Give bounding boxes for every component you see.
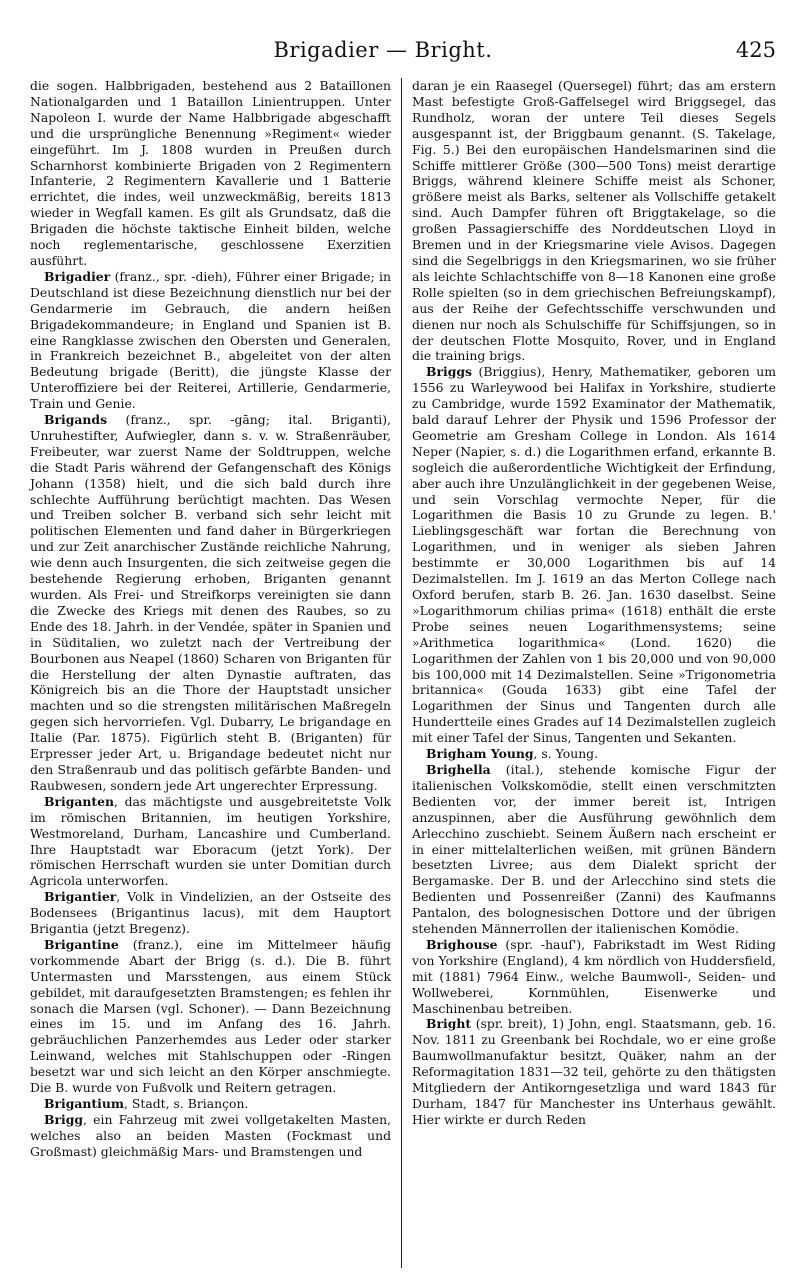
entry-text: (spr. -hauſ'), Fabrikstadt im West Riding von Yorkshire (England), 4 km nördlich von Huddersfield, mit (1881) 7964 Einw., welche Baumwoll-, Seiden- und Wollweberei, Kornmühlen, Eisenwerke und Maschinenbau betreiben. <box>412 936 776 1016</box>
entry-continuation <box>412 78 776 364</box>
entry-text: (franz., spr. -dieh), Führer einer Brigade; in Deutschland ist diese Bezeichnung dienstlich nur bei der Gendarmerie im Gebrauch, die andern heißen Brigadekommandeure; in England und Spanien ist B. eine Rangklasse zwischen den Obersten und Generalen, in Frankreich bezeichnet B., abgeleitet von der alten Bedeutung brigade (Beritt), die jüngste Klasse der Unteroffiziere bei der Reiterei, Artillerie, Gendarmerie, Train und Genie. <box>30 268 391 412</box>
entry-headword: Brigands <box>44 412 108 428</box>
entry-text: (ital.), stehende komische Figur der italienischen Volkskomödie, stellt einen verschmitzten Bedienten vor, der immer bereit ist, Intrigen anzuspinnen, aber die Ausführung gewöhnlich dem Arlecchino zuschiebt. Seinem Äußern nach erscheint er in einer mittelalterlichen weißen, mit grünen Bändern besetzten Livree; aus dem Dialekt spricht der Bergamaske. Der B. und der Arlecchino sind stets die Bedienten und Possenreißer (Zanni) des Kaufmanns Pantalon, des bolognesischen Dottore und der übrigen stehenden Männerrollen der italienischen Komödie. <box>412 761 776 937</box>
entry-continuation <box>30 78 391 269</box>
dictionary-entry <box>30 889 391 937</box>
entry-text: (franz., spr. -gāng; ital. Briganti), Unruhestifter, Aufwiegler, dann s. v. w. Straßenräuber, Freibeuter, war zuerst Name der Soldtruppen, welche die Stadt Paris während der Gefangenschaft des Königs Johann (1358) hielt, und die sich bald durch ihre schlechte Aufführung berüchtigt machten. Das Wesen und Treiben solcher B. verband sich sehr leicht mit politischen Elementen und fand daher in Bürgerkriegen und zur Zeit anarchischer Zustände reichliche Nahrung, wie denn auch Insurgenten, die sich zeitweise gegen die bestehende Regierung erhoben, Briganten genannt wurden. Als Frei- und Streifkorps vereinigten sie dann die Zwecke des Kriegs mit denen des Raubes, so zu Ende des 18. Jahrh. in der Vendée, später in Spanien und in Süditalien, wo zuletzt nach der Vertreibung der Bourbonen aus Neapel (1860) Scharen von Briganten für die Herstellung der alten Dynastie auftraten, das Königreich bis an die Thore der Hauptstadt unsicher machten und so die strengsten militärischen Maßregeln gegen sich hervorriefen. Vgl. Dubarry, Le brigandage en Italie (Par. 1875). Figürlich steht B. (Briganten) für Erpresser jeder Art, u. Brigandage bedeutet nicht nur den Straßenraub und das politisch gefärbte Banden- und Raubwesen, sondern jede Art ungerechter Erpressung. <box>30 412 391 793</box>
entry-headword: Brighella <box>426 761 491 777</box>
entry-headword: Brigantier <box>44 889 117 905</box>
entry-text: (Briggius), Henry, Mathematiker, geboren um 1556 zu Warleywood bei Halifax in Yorkshire, studierte zu Cambridge, wurde 1592 Examinator der Mathematik, bald darauf Lehrer der Physik und 1596 Professor der Geometrie am Gresham College in London. Als 1614 Neper (Napier, s. d.) die Logarithmen erfand, erkannte B. sogleich die außerordentliche Wichtigkeit der Erfindung, aber auch ihre Unzulänglichkeit in der gegebenen Weise, und sein Vorschlag vermochte Neper, für die Logarithmen die Basis 10 zu Grunde zu legen. B.' Lieblingsgeschäft war fortan die Berechnung von Logarithmen, und in weniger als sieben Jahren bestimmte er 30,000 Logarithmen bis auf 14 Dezimalstellen. Im J. 1619 an das Merton College nach Oxford berufen, starb B. 26. Jan. 1630 daselbst. Seine »Logarithmorum chilias prima« (1618) enthält die erste Probe seines neuen Logarithmensystems; seine »Arithmetica logarithmica« (Lond. 1620) die Logarithmen der Zahlen von 1 bis 20,000 und von 90,000 bis 100,000 mit 14 Dezimalstellen. Seine »Trigonometria britannica« (Gouda 1633) gibt eine Tafel der Logarithmen der Sinus und Tangenten durch alle Hundertteile eines Grades auf 14 Dezimalstellen zugleich mit einer Tafel der Sinus, Tangenten und Sekanten. <box>412 364 776 746</box>
entry-headword: Briganten <box>44 793 115 809</box>
entry-headword: Briggs <box>426 364 473 380</box>
entry-text: (franz.), eine im Mittelmeer häufig vorkommende Abart der Brigg (s. d.). Die B. führt Untermasten und Marsstengen, aus einem Stück gebildet, mit daraufgesetzten Bramstengen; es fehlen ihr sonach die Marsen (vgl. Schoner). — Dann Bezeichnung eines im 15. und im Anfang des 16. Jahrh. gebräuchlichen Panzerhemdes aus Leder oder starker Leinwand, welches mit Stahlschuppen oder -Ringen besetzt war und sich leicht an den Körper anschmiegte. Die B. wurde von Fußvolk und Reitern getragen. <box>30 936 391 1096</box>
entry-text: , s. Young. <box>533 746 599 762</box>
column-divider <box>401 78 402 1268</box>
entry-headword: Brigadier <box>44 268 111 284</box>
dictionary-entry <box>412 364 776 746</box>
entry-headword: Bright <box>426 1016 472 1032</box>
entry-text: (spr. breit), 1) John, engl. Staatsmann, geb. 16. Nov. 1811 zu Greenbank bei Rochdale, wo er eine große Baumwollmanufaktur besitzt, Quäker, nahm an der Reformagitation 1831—32 teil, gehörte zu den thätigsten Mitgliedern der Antikorngesetzliga und ward 1843 für Durham, 1847 für Manchester ins Unterhaus gewählt. Hier wirkte er durch Reden <box>412 1016 776 1127</box>
entry-headword: Brigg <box>44 1111 84 1127</box>
entry-text: daran je ein Raasegel (Quersegel) führt; das am erstern Mast befestigte Groß-Gaffelsegel wird Briggsegel, das Rundholz, woran der untere Teil dieses Segels ausgespannt ist, der Briggbaum genannt. (S. Takelage, Fig. 5.) Bei den europäischen Handelsmarinen sind die Schiffe mittlerer Größe (300—500 Tons) meist derartige Briggs, während kleinere Schiffe meist als Schoner, größere meist als Barks, seltener als Vollschiffe getakelt sind. Auch Dampfer führen oft Briggtakelage, so die großen Passagierschiffe des Norddeutschen Lloyd in Bremen und in der Kriegsmarine viele Avisos. Dagegen sind die Segelbriggs in den Kriegsmarinen, wo sie früher als leichte Schlachtschiffe von 8—18 Kanonen eine große Rolle spielten (so in dem griechischen Befreiungskampf), aus der Reihe der Gefechtsschiffe verschwunden und dienen nur noch als Schulschiffe für Schiffsjungen, so in der deutschen Flotte Mosquito, Rover, und in England die training brigs. <box>412 78 776 364</box>
entry-text: , das mächtigste und ausgebreitetste Volk im römischen Britannien, im heutigen Yorkshire, Westmoreland, Durham, Lancashire und Cumberland. Ihre Hauptstadt war Eboracum (jetzt York). Der römischen Herrschaft wurden sie unter Domitian durch Agricola unterworfen. <box>30 793 391 889</box>
entry-headword: Brigham Young <box>426 746 534 762</box>
dictionary-entry <box>412 762 776 937</box>
page-number: 425 <box>735 38 776 62</box>
dictionary-entry <box>30 1112 391 1160</box>
dictionary-entry <box>412 937 776 1017</box>
entry-headword: Brigantine <box>44 936 119 952</box>
right-column <box>412 78 776 1128</box>
entry-text: , Volk in Vindelizien, an der Ostseite des Bodensees (Brigantinus lacus), mit dem Hauptort Brigantia (jetzt Bregenz). <box>30 889 391 937</box>
dictionary-entry <box>412 1016 776 1127</box>
left-column <box>30 78 391 1160</box>
dictionary-entry <box>30 937 391 1096</box>
dictionary-entry <box>30 269 391 412</box>
dictionary-entry <box>30 412 391 794</box>
entry-headword: Brighouse <box>426 936 498 952</box>
entry-text: , Stadt, s. Briançon. <box>123 1096 249 1111</box>
running-title: Brigadier — Bright. <box>273 38 493 62</box>
entry-text: die sogen. Halbbrigaden, bestehend aus 2 Bataillonen Nationalgarden und 1 Bataillon Linientruppen. Unter Napoleon I. wurde der Name Halbbrigade abgeschafft und die ursprüngliche Benennung »Regiment« wieder eingeführt. Im J. 1808 wurden in Preußen durch Scharnhorst kombinierte Brigaden von 2 Regimentern Infanterie, 2 Regimentern Kavallerie und 1 Batterie errichtet, die indes, weil unzweckmäßig, bereits 1813 wieder in Wegfall kamen. Es gilt als Grundsatz, daß die Brigaden die höchste taktische Einheit bilden, welche noch reglementarische, geschlossene Exerzitien ausführt. <box>30 78 391 268</box>
dictionary-entry <box>30 1096 391 1112</box>
page-header <box>30 38 776 68</box>
dictionary-entry <box>412 746 776 762</box>
entry-text: , ein Fahrzeug mit zwei vollgetakelten Masten, welches also an beiden Masten (Fockmast und Großmast) gleichmäßig Mars- und Bramstengen und <box>30 1111 391 1159</box>
dictionary-entry <box>30 794 391 889</box>
entry-headword: Brigantium <box>44 1096 124 1111</box>
